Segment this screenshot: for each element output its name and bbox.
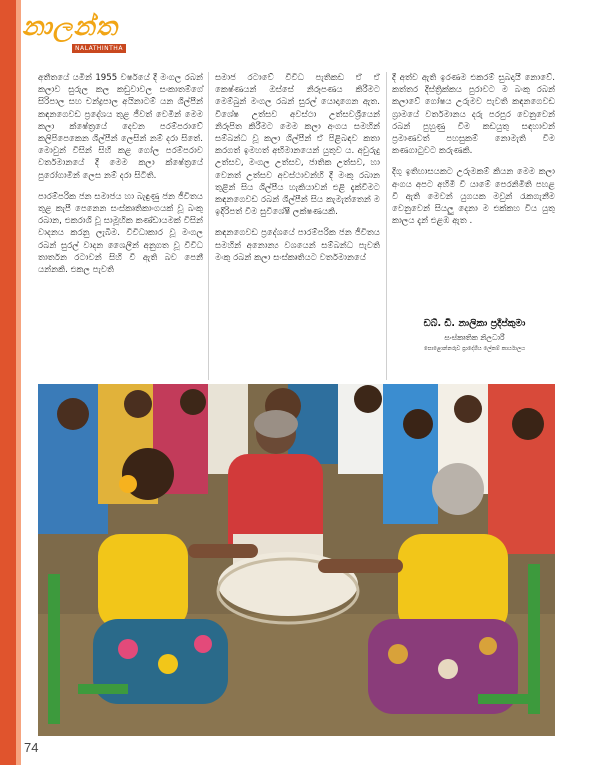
magazine-logo (22, 12, 134, 56)
author-name: ඩබ්. ඩී. නාලිකා ප්‍රදීප්කුමා (423, 318, 526, 329)
paragraph: සමාජ රටාවේ විවිධ පැතිකඩ ඒ ඒ කෙෂ්ණයන් ඔස්සේ නිරූපණය කිරීමට මෙම්බුන් මංගල රබන් සුරල් යොදාගෙන ඇත. විශේෂ උත්සව අවස්ථා උත්සවශ්‍රීයෙන් නිරූපිත කිරීමට මෙම කලා අංගය සමහින් සම්බන්ධ වූ කලා ශිල්පීන් ඒ පිළිබඳව කතා කරගත් ඉමහත් අභිමානයෙන් යුතුව ය. අවුරුදු උත්සව, මංගල උත්සව, ජාතික උත්සව, හා වෙනත් උත්සව අවස්ථාවන්හි දී මංකු රබාන තුළින් සිය ශිල්පීය හැකියාවන් එළි දැක්වීමට කඳනගෙවඩ රබන් ශිල්පීන් සිය කැමැත්තෙන් ම ඉදිරිපත් වීම සුවිශේෂී ලක්ෂණයකි. (215, 73, 380, 218)
article-column-2 (215, 72, 380, 273)
paragraph: කඳනගෙවඩ ප්‍රදේශයේ පාරම්පරික ජන ජීවිතය සමහින් අනොන්‍ය වශයෙන් සම්බන්ධ පැවති මංකු රබන් කලා සංස්කෘතියට වර්තමානයේ (215, 228, 380, 263)
author-byline (392, 318, 557, 353)
logo-text: නාලන්ත (22, 12, 118, 42)
left-color-bar (0, 0, 16, 765)
left-color-bar-shade (16, 0, 21, 765)
column-divider (208, 72, 209, 380)
author-role: සංස්කෘතික නිලධාරී (444, 333, 505, 342)
article-column-1 (38, 72, 203, 285)
author-office: පොළොන්නරුව ප්‍රාදේශීය ලේකම් කාර්යාලය (423, 346, 526, 352)
paragraph: පාරම්පරික ජන සමාජය හා බැඳුණු ජන ජීවිතය තුළ කැපී පෙනෙන සංස්කෘතිකාංගයක් වූ බංකු රබාන, එකරාශි වූ සාමූහික කණ්ඩායමක් විසින් වාදනය කරනු ලැබීම. විවිධාකාර වූ මංගල රබන් සුරල් වාදන ශෛලීන් අනුගත වූ විවිධ තාර්තන රටාවන් සිහි වී ඇති බව පෙනී යන්නකි. එකල පැවති (38, 191, 203, 276)
article-column-3 (392, 72, 555, 236)
page-number: 74 (24, 740, 39, 755)
logo-subtitle: NALATHINTHA (72, 44, 126, 53)
column-divider (386, 72, 387, 380)
paragraph: අතීතයේ යමින් 1955 වර්ෂයේ දී මංගල රබන් කලාව සුරුල කල කඩුවාවල සංකාතම්ගේ සිරිපාල සහ චන්ද්‍රපාල අයිනාටම් යන ශිල්පීන් කඳනගෙවඩ ප්‍රදේශය තුළ ජීවත් වෙමින් මෙම කලා ක්ෂේත්‍රයේ දෙවන පරම්පරාවේ කලිපිපෙකෙන ශිල්පීන් ලෙසින් නම් දරා සිතේ. මොවුන් විසින් සිහි කළ ගෝල පරම්පරාව වර්තමානයේ දී මෙම කලා ක්ෂේත්‍රයේ පුරෝගාමීන් ලෙස නම් දරා සිටිති. (38, 73, 203, 181)
rabana-performance-photo (38, 384, 555, 736)
paragraph: දී අත්ව ඇති ඉරණම එකරම් සුබදායී නොවේ. කත්තර දිස්ත්‍රික්කය පුරාවට ම බංකු රබන් කලාවේ ගෝෂය උරුමව පැවති කඳනගෙවඩ ග්‍රාමයේ වර්තමානය දරු පරපුර වෙනුවෙන් රබන් පුහුණු වීම කඩයුතු සඳහාවන් ප්‍රමාණවත් පහසුකම් නොමැති වීම කණගාටුවට කරුණකි. (392, 73, 555, 157)
paragraph: දිගු ඉතිහාසයකට උරුමකම් කියන මෙම කලා අංගය අපට අහිමි වී යාමේ පෙරනිමිති පහළ වී ඇති මෙවන් යුගයක මවුන් රැකගැනීම වෙනුවෙන් සියලු දෙනා ම එක්කහ විය යුතු කාලය දැන් එළඹ ඇත . (392, 167, 555, 227)
